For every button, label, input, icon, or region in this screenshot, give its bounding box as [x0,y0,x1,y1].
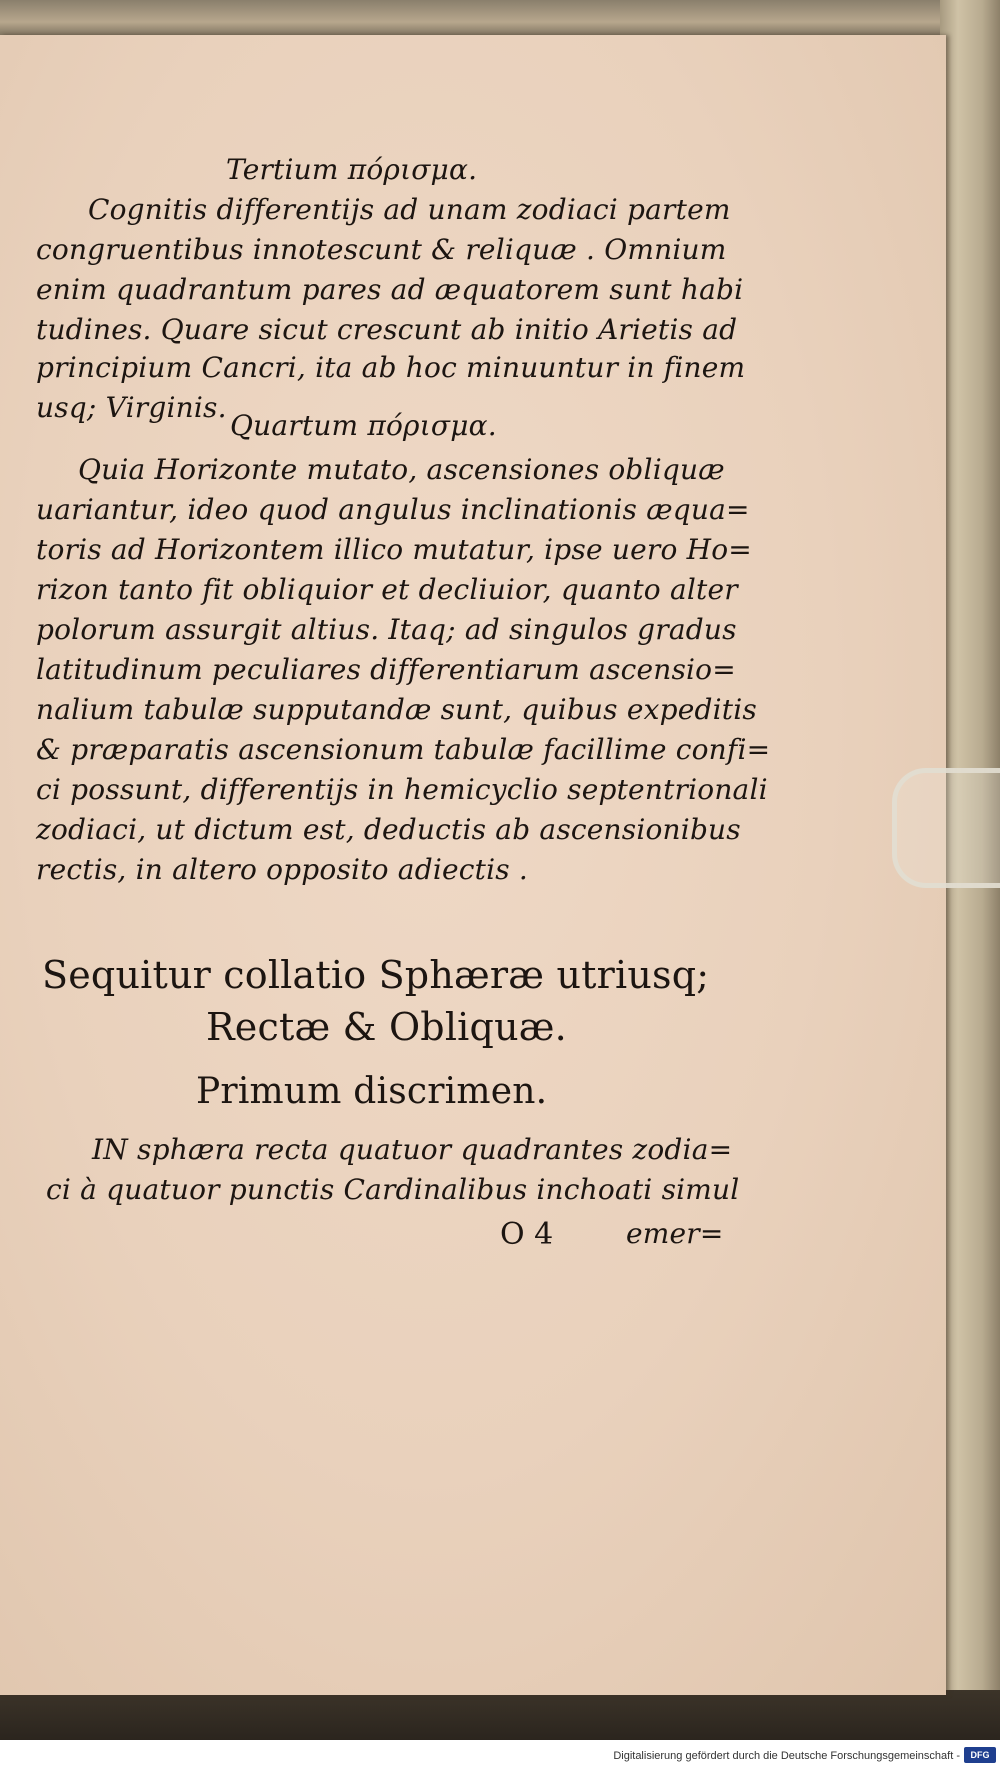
text-line: usq; Virginis. [36,391,227,424]
section-heading-sequitur: Sequitur collatio Sphæræ utriusq; [42,953,710,997]
text-line: Quia Horizonte mutato, ascensiones obliquæ [78,453,725,486]
page-clip [892,768,1000,888]
digitization-credit-bar [0,1740,1000,1773]
section-heading-recta-obliqua: Rectæ & Obliquæ. [206,1005,567,1049]
text-line: zodiaci, ut dictum est, deductis ab ascensionibus [36,813,741,846]
text-line: ci à quatuor punctis Cardinalibus inchoati simul [46,1173,740,1206]
digitization-credit-text: Digitalisierung gefördert durch die Deutsche Forschungsgemeinschaft - [613,1750,960,1762]
book-cover-top-edge [0,0,1000,40]
heading-tertium-porisma: Tertium πόρισμα. [226,153,478,186]
text-line: IN sphæra recta quatuor quadrantes zodia= [92,1133,733,1166]
text-line: toris ad Horizontem illico mutatur, ipse uero Ho= [36,533,752,566]
subheading-primum-discrimen: Primum discrimen. [196,1071,548,1112]
dfg-logo: DFG [964,1747,996,1763]
text-line: polorum assurgit altius. Itaq; ad singulos gradus [36,613,737,646]
book-bottom-edge [0,1690,1000,1740]
text-line: tudines. Quare sicut crescunt ab initio Arietis ad [36,313,738,346]
heading-quartum-porisma: Quartum πόρισμα. [230,409,497,442]
text-line: ci possunt, differentijs in hemicyclio septentrionali [36,773,768,806]
text-line: Cognitis differentijs ad unam zodiaci partem [88,193,731,226]
signature-mark: O 4 [500,1217,554,1252]
text-line: rectis, in altero opposito adiectis . [36,853,529,886]
text-line: uariantur, ideo quod angulus inclinationis æqua= [36,493,750,526]
text-line: rizon tanto fit obliquior et decliuior, quanto alter [36,573,738,606]
book-page [0,35,946,1695]
text-line: principium Cancri, ita ab hoc minuuntur in finem [36,351,746,384]
text-line: latitudinum peculiares differentiarum ascensio= [36,653,736,686]
text-line: nalium tabulæ supputandæ sunt, quibus expeditis [36,693,757,726]
catchword: emer= [626,1217,724,1250]
text-line: congruentibus innotescunt & reliquæ . Omnium [36,233,727,266]
text-line: enim quadrantum pares ad æquatorem sunt habi [36,273,744,306]
text-line: & præparatis ascensionum tabulæ facillime confi= [36,733,771,766]
